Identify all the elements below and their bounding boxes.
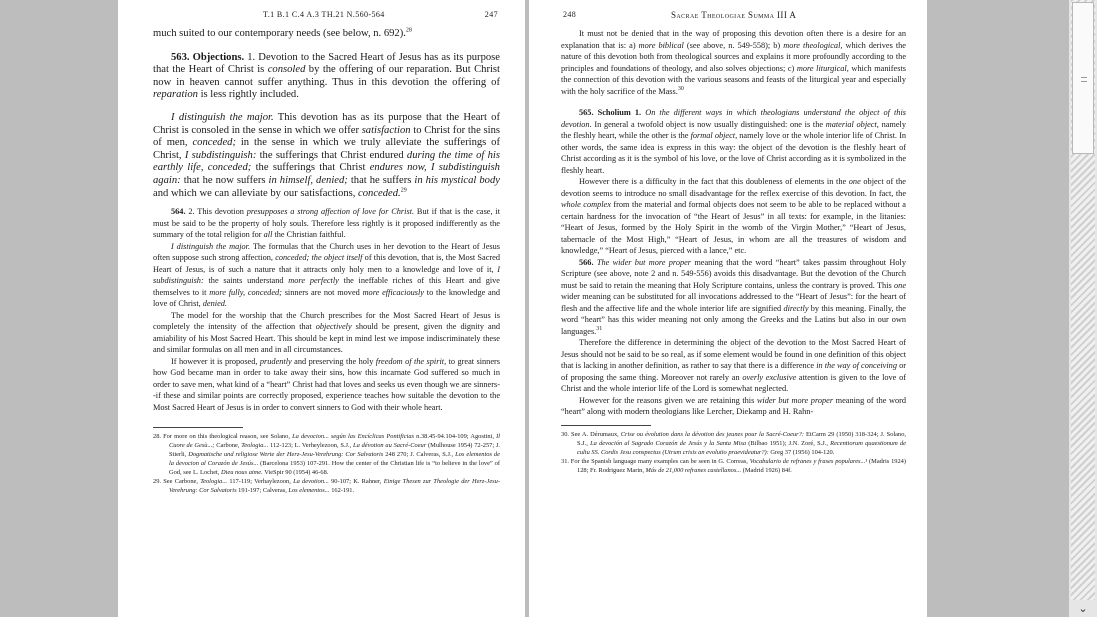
text-run: during the time of his earthly life, conceded; xyxy=(153,149,500,174)
text-run: Crise ou évolution dans la dévotion des jeunes pour la Sacré-Coeur?: xyxy=(620,430,804,438)
text-run: object of the devotion seems to introduce no small disadvantage for the reflex exercise of this devotion. In fact, the xyxy=(561,177,906,198)
text-run: and preserving the holy xyxy=(291,356,376,366)
text-run: (see above, n. 549-558); b) xyxy=(683,40,784,50)
text-run: (Barcelona 1953) 107-291. How the center of the Christian life is “to believe in the love” of God, see L. Lochet, xyxy=(169,460,500,477)
text-run: The model for the worship that the Church prescribes for the Most Sacred Heart of Jesus is completely the intensity of the affection that xyxy=(153,310,500,332)
footnote-ref: 31 xyxy=(596,325,603,332)
text-run: consoled xyxy=(267,64,306,76)
paragraph xyxy=(153,356,500,414)
text-run: The wider but more proper xyxy=(596,257,692,267)
text-run: 566. xyxy=(579,257,594,267)
text-run: EtCarm 29 (1950) 318-324; J. Solano, S.J., xyxy=(577,430,906,447)
text-run: sinners are not moved xyxy=(281,287,363,297)
footnote xyxy=(561,430,906,457)
text-run: or of proposing the same thing. Moreover not rarely an xyxy=(561,361,906,382)
text-run: meaning of the word “heart” along with modern theologians like Lercher, Diekamp and H. Rahn- xyxy=(561,395,907,416)
text-run: more biblical xyxy=(638,40,684,50)
text-run: denied. xyxy=(202,299,227,309)
text-run: Einige Thesen zur Theologie der Herz-Jesu-Verehrung: Cor Salvatoris xyxy=(169,478,500,495)
text-run: 162-191. xyxy=(329,487,355,495)
footnote-ref: 30 xyxy=(677,85,684,92)
footnote xyxy=(153,477,500,495)
page-body xyxy=(153,28,500,413)
text-run: in his mystical body xyxy=(414,174,500,186)
text-run: Il Cuore de Gesù...; xyxy=(169,433,500,450)
chevron-down-icon[interactable]: ⌄ xyxy=(1078,602,1088,615)
text-run: 30. See A. Dérumaux, xyxy=(561,430,621,438)
text-run: La devotion... xyxy=(293,478,329,486)
text-run: is less rightly included. xyxy=(197,89,299,101)
text-run: should be present, given the dignity and amiability of his Most Sacred Heart. This should be kept in mind lest we impose indiscriminately these and similar formulas on all men and in all circumstances. xyxy=(153,322,500,355)
text-run: to the knowledge and love of Christ, xyxy=(153,287,501,309)
text-run: the saints understand xyxy=(203,276,289,286)
text-run: Dogmatische und religiose Werte der Herz-Jesu-Verehrung: Cor Salvatoris xyxy=(188,451,384,459)
text-run: La devoción al Sagrado Corazón de Jesús y la Santa Misa xyxy=(590,439,747,447)
text-run: Teologia... xyxy=(241,442,269,450)
paragraph xyxy=(153,241,500,310)
text-run: more theological, xyxy=(783,40,843,50)
paragraph xyxy=(561,395,906,418)
text-run: by this meaning. Finally, the word “heart” has this wider meaning not only among the Greeks and the Latins but also in our own languages. xyxy=(561,303,906,336)
text-run: the ineffable riches of this Heart and give themselves to it xyxy=(153,276,500,297)
text-run: more fully, conceded; xyxy=(209,287,282,297)
text-run: 563. Objections. xyxy=(171,51,245,63)
text-run: satisfaction xyxy=(361,124,411,136)
text-run: conceded; xyxy=(192,137,236,149)
paragraph xyxy=(153,28,500,41)
text-run: 564. xyxy=(171,207,186,217)
text-run: wider meaning can be substituted for all invocations addressed to the “Heart of Jesus”: for the heart of flesh and the affective life and the whole interior life are signified xyxy=(561,292,906,313)
footnote-ref: 29 xyxy=(400,187,407,193)
text-run: objectively xyxy=(315,322,352,332)
text-run: Teologia... xyxy=(200,478,228,486)
text-run: directly xyxy=(783,303,809,313)
text-run: (Bilbao 1951); J.N. Zoré, S.J., xyxy=(746,439,831,447)
text-run: Greg 37 (1956) 104-120. xyxy=(768,448,835,456)
text-run: 28. For more on this theological reason, see Solano, xyxy=(153,433,293,441)
text-run: On the different ways in which theologians understand the object of this devotion. xyxy=(561,108,906,129)
header-title: T.1 B.1 C.4 A.3 TH.21 N.560-564 xyxy=(263,10,385,19)
page-body xyxy=(561,28,906,418)
paragraph xyxy=(153,52,500,102)
paragraph xyxy=(561,28,906,97)
text-run: endures now, I subdistinguish again: xyxy=(153,162,500,186)
text-run: Dieu nous aime. xyxy=(221,469,263,477)
text-run: namely the fleshly heart, while the other is the xyxy=(561,119,906,140)
page-number: 248 xyxy=(563,10,577,19)
footnote xyxy=(561,457,906,475)
text-run: Therefore the difference in determining the object of the devotion to the Most Sacred Heart of Jesus should not be said to be so real, as if some element would be found in one definition of this object that is lacking in another definition, as rather to say that there is a difference xyxy=(561,338,906,370)
text-run: much suited to our contemporary needs (see below, n. 692). xyxy=(153,28,406,39)
text-run: 112-123; L. Verheylezoon, S.J., xyxy=(268,442,354,450)
footnote-ref: 28 xyxy=(405,27,412,34)
text-run: n.38.45-94.104-109; Agostini, xyxy=(414,433,497,441)
text-run: by the offering of our reparation. But Christ now in heaven cannot suffer anything. Thus in this devotion the offering of xyxy=(153,64,500,88)
text-run: However for the reasons given we are retaining this xyxy=(579,395,757,405)
text-run: I distinguish the major. xyxy=(171,241,251,251)
page-number: 247 xyxy=(484,10,498,19)
text-run: in himself, denied; xyxy=(268,174,348,186)
text-run: La dévotion au Sacré-Coeur xyxy=(353,442,427,450)
text-run: which manifests the connection of this devotion with the various seasons and feasts of the liturgical year and especially with the holy sacrifice of the Mass. xyxy=(561,63,906,96)
text-run: that he now suffers xyxy=(180,174,269,186)
text-run: 29. See Carbone, xyxy=(153,478,201,486)
text-run: 2. This devotion xyxy=(185,207,247,217)
text-run: This devotion has as its purpose that the Heart of Christ is consoled in the sense in which we offer xyxy=(153,111,501,136)
running-head xyxy=(153,10,500,23)
text-run: more perfectly xyxy=(288,276,339,286)
text-run: I subdistinguish: xyxy=(184,149,257,161)
footnotes xyxy=(561,430,906,475)
text-run: 565. Scholium 1. xyxy=(579,108,642,117)
text-run: more efficaciously xyxy=(362,287,424,297)
text-run: ¹ (Madris 1924) 128; Fr. Rodriguez Marin, xyxy=(577,457,906,474)
text-run: prudently xyxy=(259,356,292,366)
text-run: Los elementos... xyxy=(288,487,330,495)
text-run: (Madrid 1926) 84f. xyxy=(741,466,792,474)
text-run: of this devotion, that is, the Most Sacred Heart of Jesus, is of such a nature that it attracts only holy men to a knowledge and love of it, xyxy=(153,253,500,274)
page-248 xyxy=(529,0,927,617)
paragraph xyxy=(153,206,500,241)
text-run: in the way of conceiving xyxy=(816,361,897,370)
text-run: freedom of the spirit, xyxy=(375,356,447,366)
text-run: all xyxy=(263,230,273,240)
text-run: Vocabulario de refranes y frases populares... xyxy=(749,457,866,465)
text-run: I subdistinguish: xyxy=(153,264,500,286)
text-run: Carbone, xyxy=(214,442,242,450)
paragraph xyxy=(153,112,500,200)
text-run: But if that is the case, it must be said to be the property of holy souls. Therefore less rightly is it proposed indifferently as the summary of the total religion for xyxy=(153,207,501,240)
text-run: namely love or the whole interior life of Christ. In other words, the same idea is express in this way: the object of the devotion is the fleshly heart of Christ according as it is the symbol of his love, or the love of Christ according as it is symbolized in the fleshly heart. xyxy=(561,131,906,175)
text-run: material object, xyxy=(825,119,879,129)
footnote-divider xyxy=(561,425,651,426)
text-run: 117-119; Verhaylezoon, xyxy=(227,478,294,486)
paragraph xyxy=(561,176,906,257)
vertical-scrollbar[interactable] xyxy=(1069,0,1097,617)
text-run: 1. Devotion to the Sacred Heart of Jesus has as its purpose that the Heart of Christ is xyxy=(153,51,500,76)
text-run: more liturgical, xyxy=(796,63,849,73)
footnotes xyxy=(153,432,500,495)
text-run: conceded. xyxy=(358,187,401,199)
paragraph xyxy=(153,310,500,356)
text-run: Los elementos de la devocion al Corazón de Jesús... xyxy=(169,451,500,468)
text-run: 31. For the Spanish language many examples can be seen in G. Correas, xyxy=(561,457,750,465)
paragraph xyxy=(561,107,906,176)
text-run: attention is given to the love of Christ and the whole interior life of the Lord is somewhat neglected. xyxy=(561,372,906,393)
text-run: the sufferings that Christ xyxy=(251,162,370,174)
text-run: I distinguish the major. xyxy=(171,111,274,123)
text-run: (Mulhouse 1954) 72-257; J. Stierli, xyxy=(169,442,500,459)
text-run: The formulas that the Church uses in her devotion to the Heart of Jesus often suppose such strong affection, xyxy=(153,241,500,263)
text-run: formal object, xyxy=(690,131,738,140)
text-run: conceded; the object itself xyxy=(275,253,363,263)
text-run: Recentiorum quaestionum de cultu SS. Cordis Jesu conspectus (Utrum crisis an evolutio praevideatur?): xyxy=(577,439,907,456)
text-run: presupposes a strong affection of love for Christ. xyxy=(246,207,415,217)
text-run: one xyxy=(894,280,906,290)
page-247 xyxy=(118,0,525,617)
scrollbar-thumb[interactable] xyxy=(1072,2,1094,154)
text-run: reparation xyxy=(153,89,198,101)
footnote xyxy=(153,432,500,477)
text-run: whole complex xyxy=(561,200,611,209)
text-run: However there is a difficulty in the fact that this doubleness of elements in the xyxy=(579,177,849,186)
text-run: from the material and formal objects does not seem to be able to be replaced without a certain hardness for the invocation of “the Heart of Jesus” in all texts: for example, in the litanies: “Heart of Jesus, formed by the Holy Spirit in the womb of the Virgin Mother,” “Heart of Jesus, tabernacle of the Most High,” “Heart of Jesus, in whom are all the treasures of wisdom and knowledge,” “Heart of Jesus, pierced with a lance,” etc. xyxy=(561,200,906,255)
text-run: overly exclusive xyxy=(742,372,797,382)
text-run: to great sinners how God became man in order to take away their sins, how this incarnate God suffered so much in order to save men, what kind of a “heart” Christ had that loves and seeks us even though we are sinners--if these and similar points are correctly proposed, experience teaches how suitable the devotion to the Most Sacred Heart of Jesus is in order to convert sinners to God with their whole heart. xyxy=(153,356,500,412)
text-run: wider but more proper xyxy=(756,395,834,405)
running-head xyxy=(561,10,906,23)
paragraph xyxy=(561,257,906,338)
text-run: meaning that the word “heart” takes passim throughout Holy Scripture (see above, note 2 and n. 549-556) avoids this disadvantage. But the devotion of the Church must be said to retain the meaning that Holy Scripture contains, unless the contrary is proved. This xyxy=(561,257,907,290)
text-run: If however it is proposed, xyxy=(171,356,260,366)
text-run: La devocion... según las Encíclicas Pontificias xyxy=(292,433,415,441)
text-run: one xyxy=(848,177,861,186)
text-run: VieSpir 90 (1954) 46-68. xyxy=(262,469,329,477)
text-run: that he suffers xyxy=(347,174,415,186)
text-run: which derives the nature of this devotion both from theological sources and explains it more profoundly according to the principles and foundations of theology, and also solves objections; c) xyxy=(561,40,906,73)
text-run: and which we can alleviate by our satisfactions, xyxy=(153,187,359,199)
text-run: In general a twofold object is now usually distinguished: one is the xyxy=(591,119,826,129)
text-run: 191-197; Calveras, xyxy=(236,487,289,495)
header-title: Sacrae Theologiae Summa III A xyxy=(671,10,797,20)
text-run: to Christ for the sins of men, xyxy=(153,124,500,149)
text-run: the sufferings that Christ endured xyxy=(256,149,407,161)
text-run: Más de 21,000 refranes castellanos... xyxy=(645,466,742,474)
text-run: It must not be denied that in the way of proposing this devotion often there is a desire for an explanation that is: a) xyxy=(561,29,906,50)
footnote-divider xyxy=(153,427,243,428)
text-run: in the sense in which we truly alleviate the sufferings of Christ, xyxy=(153,137,500,161)
text-run: the Christian faithful. xyxy=(272,230,346,240)
text-run: 248 270; J. Calveras, S.J., xyxy=(383,451,456,459)
text-run: 90-107; K. Rahner, xyxy=(328,478,384,486)
paragraph xyxy=(561,337,906,395)
